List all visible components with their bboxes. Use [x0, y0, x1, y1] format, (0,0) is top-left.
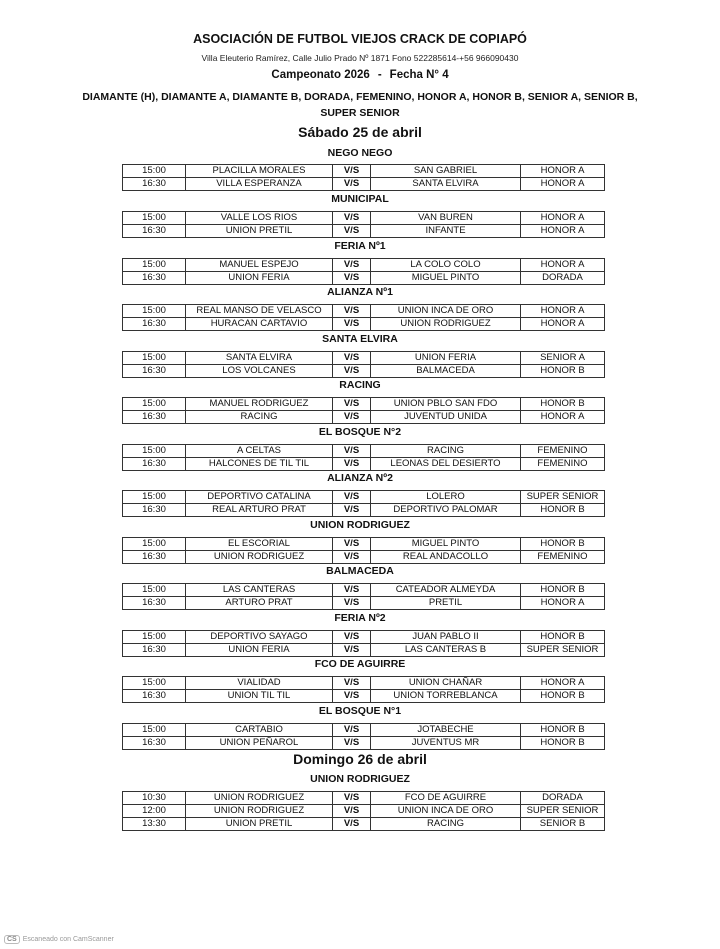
match-row [123, 737, 605, 750]
match-row [123, 792, 605, 805]
match-time: 15:00 [123, 631, 186, 644]
home-team: UNION FERIA [186, 272, 333, 285]
away-team: UNION FERIA [371, 352, 521, 365]
home-team: REAL ARTURO PRAT [186, 504, 333, 517]
match-time: 16:30 [123, 458, 186, 471]
match-time: 15:00 [123, 445, 186, 458]
match-time: 15:00 [123, 677, 186, 690]
match-category: HONOR B [521, 690, 605, 703]
venue-title: SANTA ELVIRA [322, 333, 398, 345]
away-team: JOTABECHE [371, 724, 521, 737]
match-category: FEMENINO [521, 445, 605, 458]
home-team: VILLA ESPERANZA [186, 178, 333, 191]
match-time: 15:00 [123, 305, 186, 318]
match-time: 16:30 [123, 272, 186, 285]
match-table [122, 723, 605, 750]
versus-label: V/S [333, 538, 371, 551]
match-table [122, 258, 605, 285]
match-category: SENIOR A [521, 352, 605, 365]
venue-title: RACING [339, 379, 381, 391]
match-category: DORADA [521, 792, 605, 805]
match-category: HONOR B [521, 584, 605, 597]
match-time: 16:30 [123, 504, 186, 517]
away-team: RACING [371, 445, 521, 458]
away-team: MIGUEL PINTO [371, 538, 521, 551]
away-team: LAS CANTERAS B [371, 644, 521, 657]
match-row [123, 212, 605, 225]
versus-label: V/S [333, 792, 371, 805]
match-time: 15:00 [123, 584, 186, 597]
versus-label: V/S [333, 398, 371, 411]
away-team: PRETIL [371, 597, 521, 610]
match-table [122, 583, 605, 610]
match-row [123, 305, 605, 318]
match-row [123, 584, 605, 597]
match-time: 16:30 [123, 411, 186, 424]
match-time: 16:30 [123, 551, 186, 564]
venue-title: ALIANZA Nº1 [327, 286, 393, 298]
versus-label: V/S [333, 504, 371, 517]
home-team: LOS VOLCANES [186, 365, 333, 378]
away-team: RACING [371, 818, 521, 831]
home-team: A CELTAS [186, 445, 333, 458]
away-team: UNION RODRIGUEZ [371, 318, 521, 331]
match-category: HONOR B [521, 737, 605, 750]
match-table [122, 490, 605, 517]
match-row [123, 259, 605, 272]
versus-label: V/S [333, 411, 371, 424]
match-row [123, 178, 605, 191]
match-table [122, 537, 605, 564]
match-time: 16:30 [123, 737, 186, 750]
home-team: UNION RODRIGUEZ [186, 792, 333, 805]
match-table [122, 397, 605, 424]
match-category: HONOR B [521, 724, 605, 737]
match-time: 16:30 [123, 690, 186, 703]
match-row [123, 318, 605, 331]
match-time: 15:00 [123, 212, 186, 225]
away-team: UNION INCA DE ORO [371, 305, 521, 318]
home-team: REAL MANSO DE VELASCO [186, 305, 333, 318]
round-number: Fecha N° 4 [389, 69, 449, 81]
versus-label: V/S [333, 491, 371, 504]
home-team: UNION TIL TIL [186, 690, 333, 703]
match-row [123, 365, 605, 378]
match-row [123, 445, 605, 458]
match-category: HONOR B [521, 504, 605, 517]
match-time: 15:00 [123, 398, 186, 411]
home-team: DEPORTIVO SAYAGO [186, 631, 333, 644]
match-category: HONOR A [521, 165, 605, 178]
match-category: HONOR A [521, 318, 605, 331]
match-time: 16:30 [123, 365, 186, 378]
versus-label: V/S [333, 365, 371, 378]
home-team: PLACILLA MORALES [186, 165, 333, 178]
home-team: EL ESCORIAL [186, 538, 333, 551]
match-category: HONOR A [521, 259, 605, 272]
away-team: UNION TORREBLANCA [371, 690, 521, 703]
match-table [122, 444, 605, 471]
match-category: HONOR B [521, 538, 605, 551]
away-team: UNION CHAÑAR [371, 677, 521, 690]
match-row [123, 538, 605, 551]
versus-label: V/S [333, 212, 371, 225]
match-row [123, 165, 605, 178]
versus-label: V/S [333, 318, 371, 331]
match-row [123, 677, 605, 690]
venue-title: NEGO NEGO [327, 147, 393, 159]
home-team: UNION RODRIGUEZ [186, 551, 333, 564]
away-team: JUAN PABLO II [371, 631, 521, 644]
versus-label: V/S [333, 631, 371, 644]
match-category: HONOR A [521, 305, 605, 318]
home-team: LAS CANTERAS [186, 584, 333, 597]
away-team: REAL ANDACOLLO [371, 551, 521, 564]
match-row [123, 458, 605, 471]
match-category: SUPER SENIOR [521, 805, 605, 818]
match-row [123, 411, 605, 424]
venue-title: FCO DE AGUIRRE [314, 658, 406, 670]
match-table [122, 791, 605, 831]
venue-title: ALIANZA Nº2 [327, 472, 393, 484]
championship-name: Campeonato 2026 [271, 69, 370, 81]
match-category: HONOR A [521, 597, 605, 610]
home-team: DEPORTIVO CATALINA [186, 491, 333, 504]
versus-label: V/S [333, 551, 371, 564]
match-category: HONOR A [521, 411, 605, 424]
match-category: FEMENINO [521, 551, 605, 564]
championship-line [0, 69, 720, 81]
match-time: 16:30 [123, 644, 186, 657]
association-title: ASOCIACIÓN DE FUTBOL VIEJOS CRACK DE COPIAPÓ [193, 32, 527, 46]
home-team: HURACAN CARTAVIO [186, 318, 333, 331]
match-time: 15:00 [123, 538, 186, 551]
away-team: SANTA ELVIRA [371, 178, 521, 191]
match-time: 12:00 [123, 805, 186, 818]
match-category: HONOR A [521, 178, 605, 191]
scanner-logo: CS [4, 935, 20, 944]
match-time: 15:00 [123, 259, 186, 272]
match-time: 16:30 [123, 318, 186, 331]
match-row [123, 818, 605, 831]
match-row [123, 724, 605, 737]
versus-label: V/S [333, 597, 371, 610]
match-row [123, 272, 605, 285]
match-table [122, 304, 605, 331]
away-team: VAN BUREN [371, 212, 521, 225]
venue-title: MUNICIPAL [331, 193, 389, 205]
match-row [123, 805, 605, 818]
match-row [123, 644, 605, 657]
versus-label: V/S [333, 644, 371, 657]
away-team: SAN GABRIEL [371, 165, 521, 178]
versus-label: V/S [333, 677, 371, 690]
match-row [123, 690, 605, 703]
match-time: 15:00 [123, 352, 186, 365]
match-table [122, 351, 605, 378]
away-team: UNION INCA DE ORO [371, 805, 521, 818]
day-title: Sábado 25 de abril [298, 124, 422, 140]
match-row [123, 551, 605, 564]
home-team: UNION PRETIL [186, 225, 333, 238]
versus-label: V/S [333, 272, 371, 285]
versus-label: V/S [333, 165, 371, 178]
match-row [123, 352, 605, 365]
versus-label: V/S [333, 690, 371, 703]
home-team: CARTABIO [186, 724, 333, 737]
versus-label: V/S [333, 584, 371, 597]
match-time: 10:30 [123, 792, 186, 805]
versus-label: V/S [333, 458, 371, 471]
versus-label: V/S [333, 737, 371, 750]
association-address: Villa Eleuterio Ramírez, Calle Julio Prado Nº 1871 Fono 522285614-+56 966090430 [201, 53, 519, 63]
match-time: 16:30 [123, 225, 186, 238]
match-category: HONOR A [521, 225, 605, 238]
match-time: 15:00 [123, 165, 186, 178]
away-team: LOLERO [371, 491, 521, 504]
away-team: FCO DE AGUIRRE [371, 792, 521, 805]
away-team: DEPORTIVO PALOMAR [371, 504, 521, 517]
away-team: INFANTE [371, 225, 521, 238]
match-row [123, 398, 605, 411]
versus-label: V/S [333, 259, 371, 272]
home-team: VALLE LOS RIOS [186, 212, 333, 225]
versus-label: V/S [333, 352, 371, 365]
match-row [123, 597, 605, 610]
home-team: MANUEL ESPEJO [186, 259, 333, 272]
scanner-text: Escaneado con CamScanner [22, 936, 114, 943]
away-team: JUVENTUS MR [371, 737, 521, 750]
match-table [122, 164, 605, 191]
scanner-watermark [4, 935, 114, 944]
match-category: SENIOR B [521, 818, 605, 831]
versus-label: V/S [333, 178, 371, 191]
match-time: 13:30 [123, 818, 186, 831]
home-team: UNION PRETIL [186, 818, 333, 831]
away-team: BALMACEDA [371, 365, 521, 378]
home-team: ARTURO PRAT [186, 597, 333, 610]
venue-title: UNION RODRIGUEZ [310, 519, 410, 531]
match-category: HONOR A [521, 212, 605, 225]
match-time: 16:30 [123, 597, 186, 610]
match-time: 16:30 [123, 178, 186, 191]
match-category: HONOR B [521, 365, 605, 378]
categories-list: DIAMANTE (H), DIAMANTE A, DIAMANTE B, DORADA, FEMENINO, HONOR A, HONOR B, SENIOR A, SENIOR B, SUPER SENIOR [82, 91, 638, 119]
home-team: HALCONES DE TIL TIL [186, 458, 333, 471]
away-team: UNION PBLO SAN FDO [371, 398, 521, 411]
home-team: UNION PEÑAROL [186, 737, 333, 750]
away-team: LA COLO COLO [371, 259, 521, 272]
match-category: HONOR B [521, 398, 605, 411]
home-team: RACING [186, 411, 333, 424]
championship-separator: - [377, 69, 382, 81]
versus-label: V/S [333, 445, 371, 458]
day-title: Domingo 26 de abril [293, 751, 427, 767]
versus-label: V/S [333, 805, 371, 818]
home-team: UNION FERIA [186, 644, 333, 657]
match-category: SUPER SENIOR [521, 644, 605, 657]
away-team: LEONAS DEL DESIERTO [371, 458, 521, 471]
venue-title: EL BOSQUE N°1 [318, 705, 402, 717]
match-time: 15:00 [123, 491, 186, 504]
home-team: UNION RODRIGUEZ [186, 805, 333, 818]
match-category: DORADA [521, 272, 605, 285]
home-team: SANTA ELVIRA [186, 352, 333, 365]
away-team: MIGUEL PINTO [371, 272, 521, 285]
match-row [123, 504, 605, 517]
match-category: SUPER SENIOR [521, 491, 605, 504]
match-table [122, 211, 605, 238]
versus-label: V/S [333, 305, 371, 318]
versus-label: V/S [333, 724, 371, 737]
versus-label: V/S [333, 225, 371, 238]
match-row [123, 631, 605, 644]
match-table [122, 676, 605, 703]
match-category: HONOR A [521, 677, 605, 690]
venue-title: FERIA Nº1 [334, 240, 386, 252]
venue-title: EL BOSQUE N°2 [318, 426, 402, 438]
match-category: HONOR B [521, 631, 605, 644]
home-team: MANUEL RODRIGUEZ [186, 398, 333, 411]
match-table [122, 630, 605, 657]
match-category: FEMENINO [521, 458, 605, 471]
away-team: JUVENTUD UNIDA [371, 411, 521, 424]
home-team: VIALIDAD [186, 677, 333, 690]
venue-title: BALMACEDA [326, 565, 394, 577]
venue-title: UNION RODRIGUEZ [310, 773, 410, 785]
match-time: 15:00 [123, 724, 186, 737]
away-team: CATEADOR ALMEYDA [371, 584, 521, 597]
match-row [123, 225, 605, 238]
venue-title: FERIA Nº2 [334, 612, 386, 624]
match-row [123, 491, 605, 504]
versus-label: V/S [333, 818, 371, 831]
